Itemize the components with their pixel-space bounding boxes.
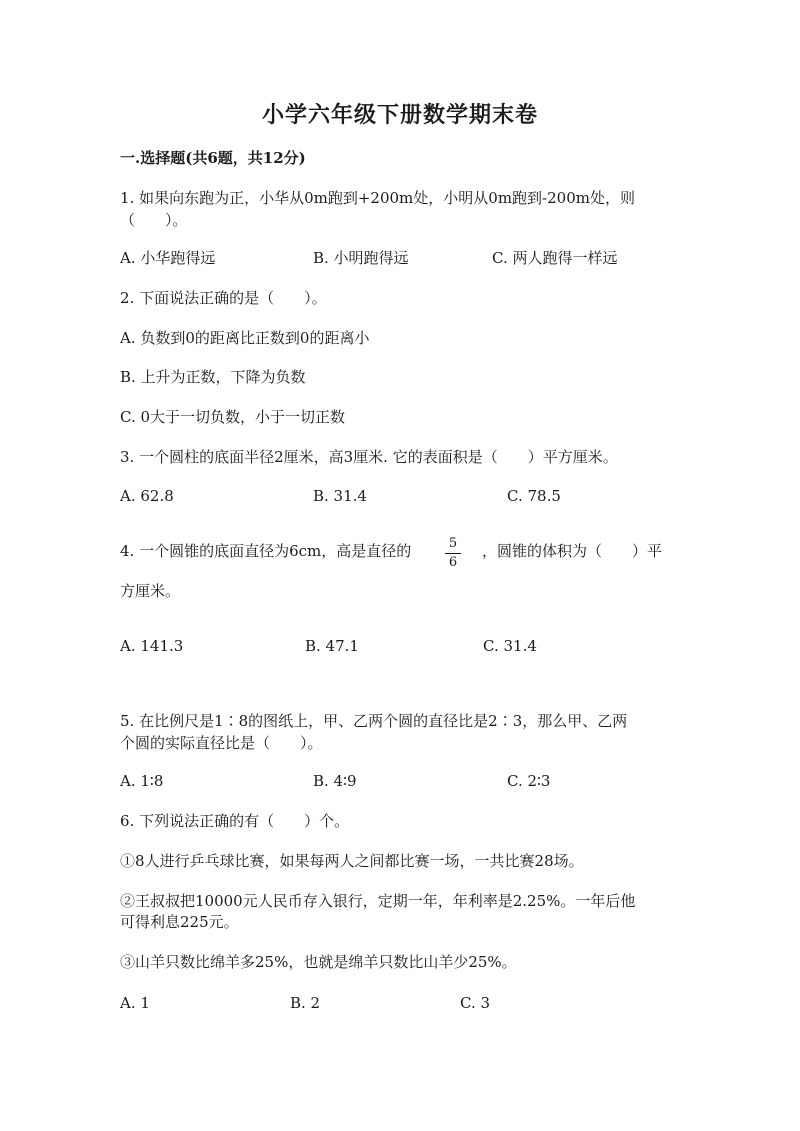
statement-3: ③山羊只数比绵羊多25%，也就是绵羊只数比山羊少25%。	[120, 953, 517, 971]
q3-option-a: A. 62.8	[120, 487, 174, 505]
question-5-text: 5. 在比例尺是1∶8的图纸上，甲、乙两个圆的直径比是2∶3，那么甲、乙两	[120, 712, 628, 730]
q2-option-a: A. 负数到0的距离比正数到0的距离小	[120, 329, 370, 347]
question-1-text: 1. 如果向东跑为正，小华从0m跑到+200m处，小明从0m跑到-200m处，则	[120, 189, 635, 207]
question-5-text-cont: 个圆的实际直径比是（ ）。	[120, 734, 323, 752]
q4-option-c: C. 31.4	[483, 637, 537, 655]
question-2-text: 2. 下面说法正确的是（ ）。	[120, 289, 327, 307]
q3-option-c: C. 78.5	[507, 487, 561, 505]
question-3-text: 3. 一个圆柱的底面半径2厘米，高3厘米. 它的表面积是（ ）平方厘米。	[120, 448, 618, 466]
question-4-text-after-fraction: ，圆锥的体积为（ ）平	[482, 542, 663, 560]
q5-option-a: A. 1∶8	[120, 772, 164, 790]
statement-2-cont: 可得利息225元。	[120, 913, 239, 931]
fraction-denominator: 6	[448, 555, 458, 570]
q2-option-b: B. 上升为正数，下降为负数	[120, 368, 306, 386]
fraction-numerator: 5	[448, 536, 458, 551]
q6-option-a: A. 1	[120, 994, 150, 1012]
q4-option-a: A. 141.3	[120, 637, 184, 655]
question-6-text: 6. 下列说法正确的有（ ）个。	[120, 812, 350, 830]
q1-option-c: C. 两人跑得一样远	[492, 249, 618, 267]
q1-option-b: B. 小明跑得远	[313, 249, 409, 267]
q5-option-b: B. 4∶9	[313, 772, 357, 790]
q2-option-c: C. 0大于一切负数，小于一切正数	[120, 408, 346, 426]
statement-2: ②王叔叔把10000元人民币存入银行，定期一年，年利率是2.25%。一年后他	[120, 892, 636, 910]
q3-option-b: B. 31.4	[313, 487, 367, 505]
statement-1: ①8人进行乒乓球比赛，如果每两人之间都比赛一场，一共比赛28场。	[120, 852, 584, 870]
question-1-text-cont: （ ）。	[120, 211, 188, 229]
q5-option-c: C. 2∶3	[507, 772, 551, 790]
question-4-text: 4. 一个圆锥的底面直径为6cm，高是直径的	[120, 542, 412, 560]
section-heading: 一.选择题(共6题，共12分)	[120, 149, 306, 167]
q1-option-a: A. 小华跑得远	[120, 249, 216, 267]
q6-option-c: C. 3	[460, 994, 491, 1012]
page-title: 小学六年级下册数学期末卷	[261, 102, 538, 128]
fraction-bar	[445, 553, 461, 554]
fraction	[442, 536, 464, 571]
question-4-text-cont: 方厘米。	[120, 582, 181, 600]
q4-option-b: B. 47.1	[305, 637, 359, 655]
q6-option-b: B. 2	[290, 994, 321, 1012]
